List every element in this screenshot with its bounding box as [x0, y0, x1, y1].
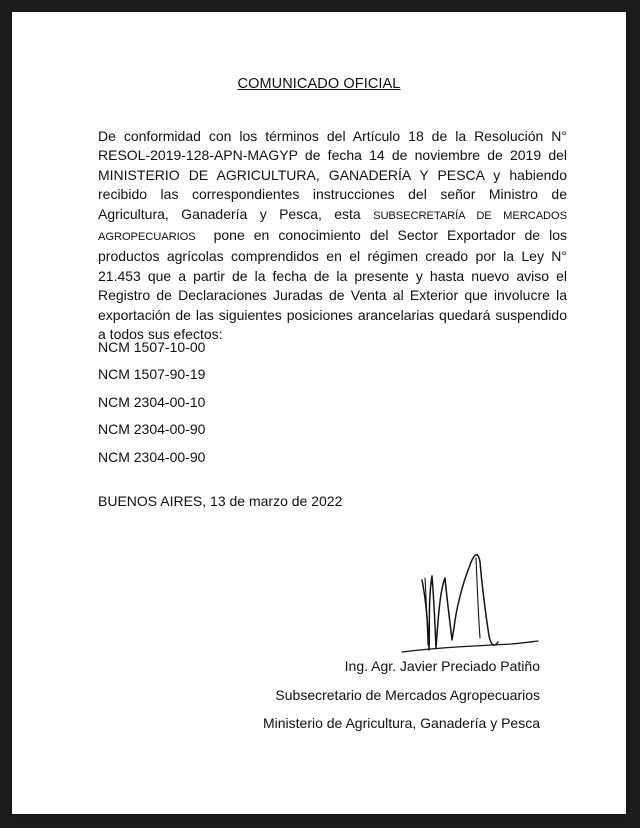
- ncm-code: NCM 1507-90-19: [98, 366, 206, 383]
- agency-name: SUBSECRETARÍA DE MERCADOS AGROPECUARIOS: [98, 209, 568, 244]
- paragraph-part-1: De conformidad con los términos del Artículo 18 de la Resolución N° RESOL-2019-128-APN-MAGYP de fecha 14 de noviembre de 2019 del MINISTERIO DE AGRICULTURA, GANADERÍA Y PESCA y habiendo recibido las correspondientes instrucciones del señor Ministro de Agricultura, Ganadería y Pesca, esta: [98, 128, 567, 222]
- ncm-code: NCM 2304-00-10: [98, 393, 206, 410]
- handwritten-signature: [392, 540, 542, 660]
- document-title: COMUNICADO OFICIAL: [237, 76, 401, 92]
- signatory-position: Subsecretario de Mercados Agropecuarios: [275, 686, 540, 703]
- signature-block: [263, 657, 540, 743]
- ncm-code: NCM 2304-00-90: [98, 448, 206, 465]
- signatory-name: Ing. Agr. Javier Preciado Patiño: [344, 658, 540, 674]
- signatory-ministry: Ministerio de Agricultura, Ganadería y Pesca: [262, 715, 540, 731]
- body-paragraph: [98, 127, 567, 344]
- date-line: BUENOS AIRES, 13 de marzo de 2022: [98, 493, 343, 509]
- ncm-code-list: [98, 338, 205, 475]
- document-page: [12, 12, 626, 814]
- ncm-code: NCM 2304-00-90: [98, 421, 206, 438]
- paragraph-part-2: pone en conocimiento del Sector Exportador de los productos agrícolas comprendidos en el régimen creado por la Ley N° 21.453 que a partir de la fecha de la presente y hasta nuevo aviso el Registro de Declaraciones Juradas de Venta al Exterior que involucre la exportación de las siguientes posiciones arancelarias quedará suspendido a todos sus efectos:: [98, 227, 568, 343]
- ncm-code: NCM 1507-10-00: [98, 339, 206, 355]
